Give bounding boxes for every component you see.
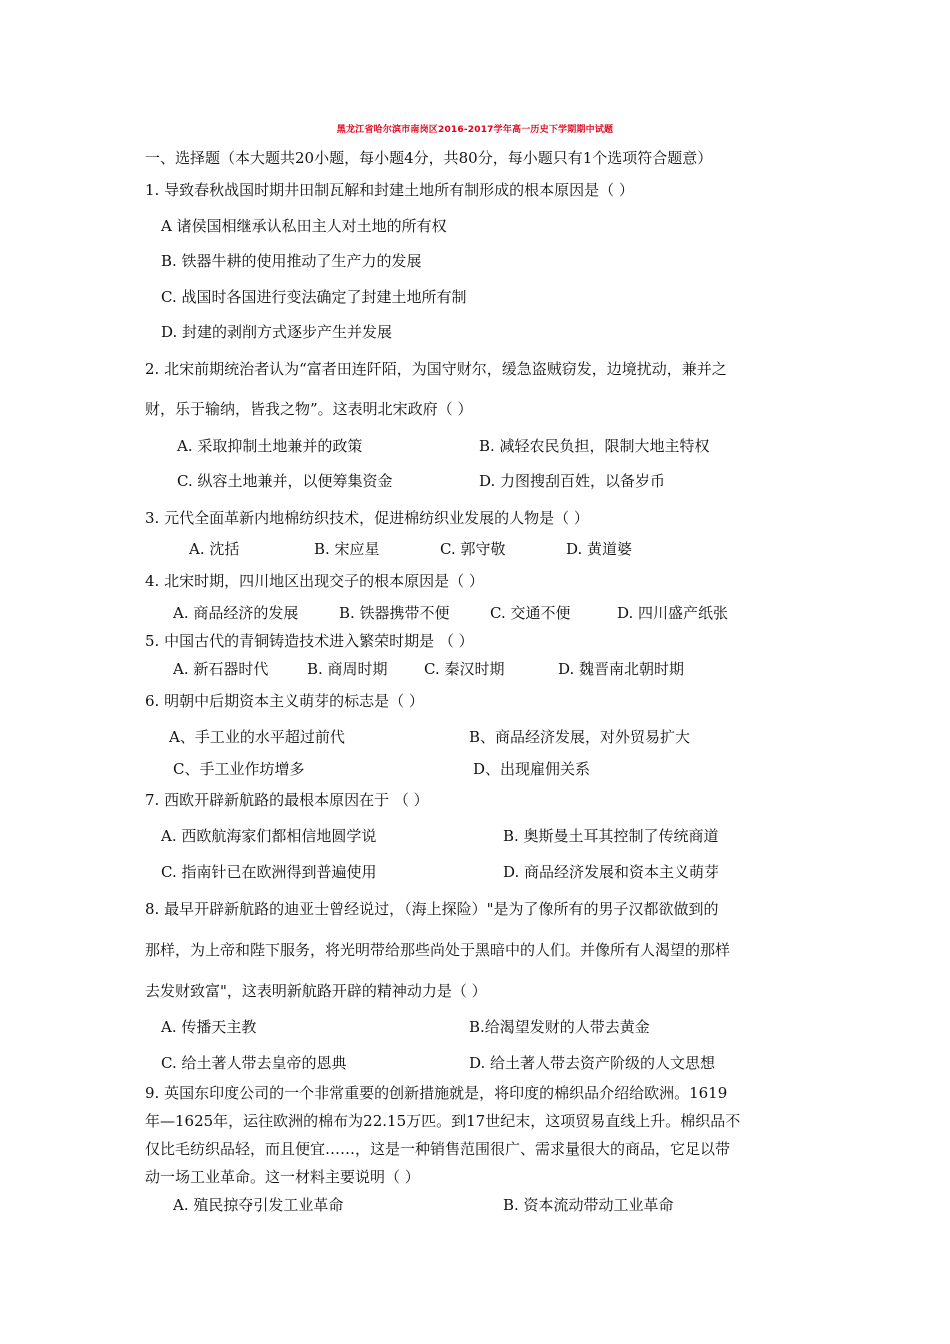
q6-option-d: D、出现雇佣关系 bbox=[473, 760, 591, 778]
q8-option-b: B.给渴望发财的人带去黄金 bbox=[469, 1018, 650, 1036]
q4-option-c: C. 交通不便 bbox=[490, 604, 571, 622]
q2-option-d: D. 力图搜刮百姓，以备岁币 bbox=[479, 472, 666, 490]
q9-option-a: A. 殖民掠夺引发工业革命 bbox=[173, 1196, 344, 1214]
q7-option-a: A. 西欧航海家们都相信地圆学说 bbox=[161, 827, 377, 845]
q1-option-c: C. 战国时各国进行变法确定了封建土地所有制 bbox=[161, 288, 467, 306]
q3-option-c: C. 郭守敬 bbox=[440, 540, 506, 558]
q9-stem-line2: 年—1625年，运往欧洲的棉布为22.15万匹。到17世纪末，这项贸易直线上升。棉织品不 bbox=[145, 1112, 741, 1130]
q9-stem-line4: 动一场工业革命。这一材料主要说明（ ） bbox=[145, 1168, 420, 1186]
q6-option-c: C、手工业作坊增多 bbox=[173, 760, 305, 778]
q6-option-b: B、商品经济发展，对外贸易扩大 bbox=[469, 728, 691, 746]
q8-stem-line3: 去发财致富"，这表明新航路开辟的精神动力是（ ） bbox=[145, 982, 487, 1000]
q4-stem: 4. 北宋时期，四川地区出现交子的根本原因是（ ） bbox=[145, 572, 484, 590]
q1-option-d: D. 封建的剥削方式逐步产生并发展 bbox=[161, 323, 393, 341]
q2-option-a: A. 采取抑制土地兼并的政策 bbox=[177, 437, 363, 455]
q1-option-b: B. 铁器牛耕的使用推动了生产力的发展 bbox=[161, 252, 422, 270]
q3-option-d: D. 黄道婆 bbox=[566, 540, 633, 558]
exam-title: 黑龙江省哈尔滨市南岗区2016-2017学年高一历史下学期期中试题 bbox=[336, 125, 614, 135]
q9-stem-line1: 9. 英国东印度公司的一个非常重要的创新措施就是，将印度的棉织品介绍给欧洲。1619 bbox=[145, 1084, 728, 1102]
q8-option-c: C. 给土著人带去皇帝的恩典 bbox=[161, 1054, 347, 1072]
q4-option-b: B. 铁器携带不便 bbox=[339, 604, 450, 622]
q8-stem-line2: 那样，为上帝和陛下服务，将光明带给那些尚处于黑暗中的人们。并像所有人渴望的那样 bbox=[145, 941, 731, 959]
q9-stem-line3: 仅比毛纺织品轻，而且便宜……，这是一种销售范围很广、需求量很大的商品，它足以带 bbox=[145, 1140, 731, 1158]
q8-option-d: D. 给土著人带去资产阶级的人文思想 bbox=[469, 1054, 716, 1072]
q6-stem: 6. 明朝中后期资本主义萌芽的标志是（ ） bbox=[145, 692, 424, 710]
q1-stem: 1. 导致春秋战国时期井田制瓦解和封建土地所有制形成的根本原因是（ ） bbox=[145, 181, 634, 199]
q4-option-d: D. 四川盛产纸张 bbox=[617, 604, 729, 622]
q5-option-d: D. 魏晋南北朝时期 bbox=[558, 660, 685, 678]
q2-option-c: C. 纵容土地兼并，以便筹集资金 bbox=[177, 472, 393, 490]
q5-stem: 5. 中国古代的青铜铸造技术进入繁荣时期是 （ ） bbox=[145, 632, 474, 650]
q6-option-a: A、手工业的水平超过前代 bbox=[169, 728, 345, 746]
q7-option-b: B. 奥斯曼土耳其控制了传统商道 bbox=[503, 827, 719, 845]
q3-option-a: A. 沈括 bbox=[189, 540, 240, 558]
q2-option-b: B. 减轻农民负担，限制大地主特权 bbox=[479, 437, 710, 455]
q2-stem-line2: 财，乐于输纳，皆我之物”。这表明北宋政府（ ） bbox=[145, 400, 473, 418]
q7-option-d: D. 商品经济发展和资本主义萌芽 bbox=[503, 863, 720, 881]
q5-option-c: C. 秦汉时期 bbox=[424, 660, 505, 678]
q3-stem: 3. 元代全面革新内地棉纺织技术，促进棉纺织业发展的人物是（ ） bbox=[145, 509, 589, 527]
q4-option-a: A. 商品经济的发展 bbox=[173, 604, 299, 622]
q7-option-c: C. 指南针已在欧洲得到普遍使用 bbox=[161, 863, 377, 881]
q3-option-b: B. 宋应星 bbox=[314, 540, 380, 558]
q2-stem-line1: 2. 北宋前期统治者认为“富者田连阡陌，为国守财尔，缓急盗贼窃发，边境扰动，兼并之 bbox=[145, 360, 727, 378]
q8-option-a: A. 传播天主教 bbox=[161, 1018, 257, 1036]
q9-option-b: B. 资本流动带动工业革命 bbox=[503, 1196, 674, 1214]
q8-stem-line1: 8. 最早开辟新航路的迪亚士曾经说过，（海上探险）"是为了像所有的男子汉都欲做到的 bbox=[145, 900, 719, 918]
q7-stem: 7. 西欧开辟新航路的最根本原因在于 （ ） bbox=[145, 791, 429, 809]
q5-option-a: A. 新石器时代 bbox=[173, 660, 269, 678]
q5-option-b: B. 商周时期 bbox=[307, 660, 388, 678]
q1-option-a: A 诸侯国相继承认私田主人对土地的所有权 bbox=[161, 217, 447, 235]
section-heading: 一、选择题（本大题共20小题，每小题4分，共80分，每小题只有1个选项符合题意） bbox=[145, 149, 713, 167]
